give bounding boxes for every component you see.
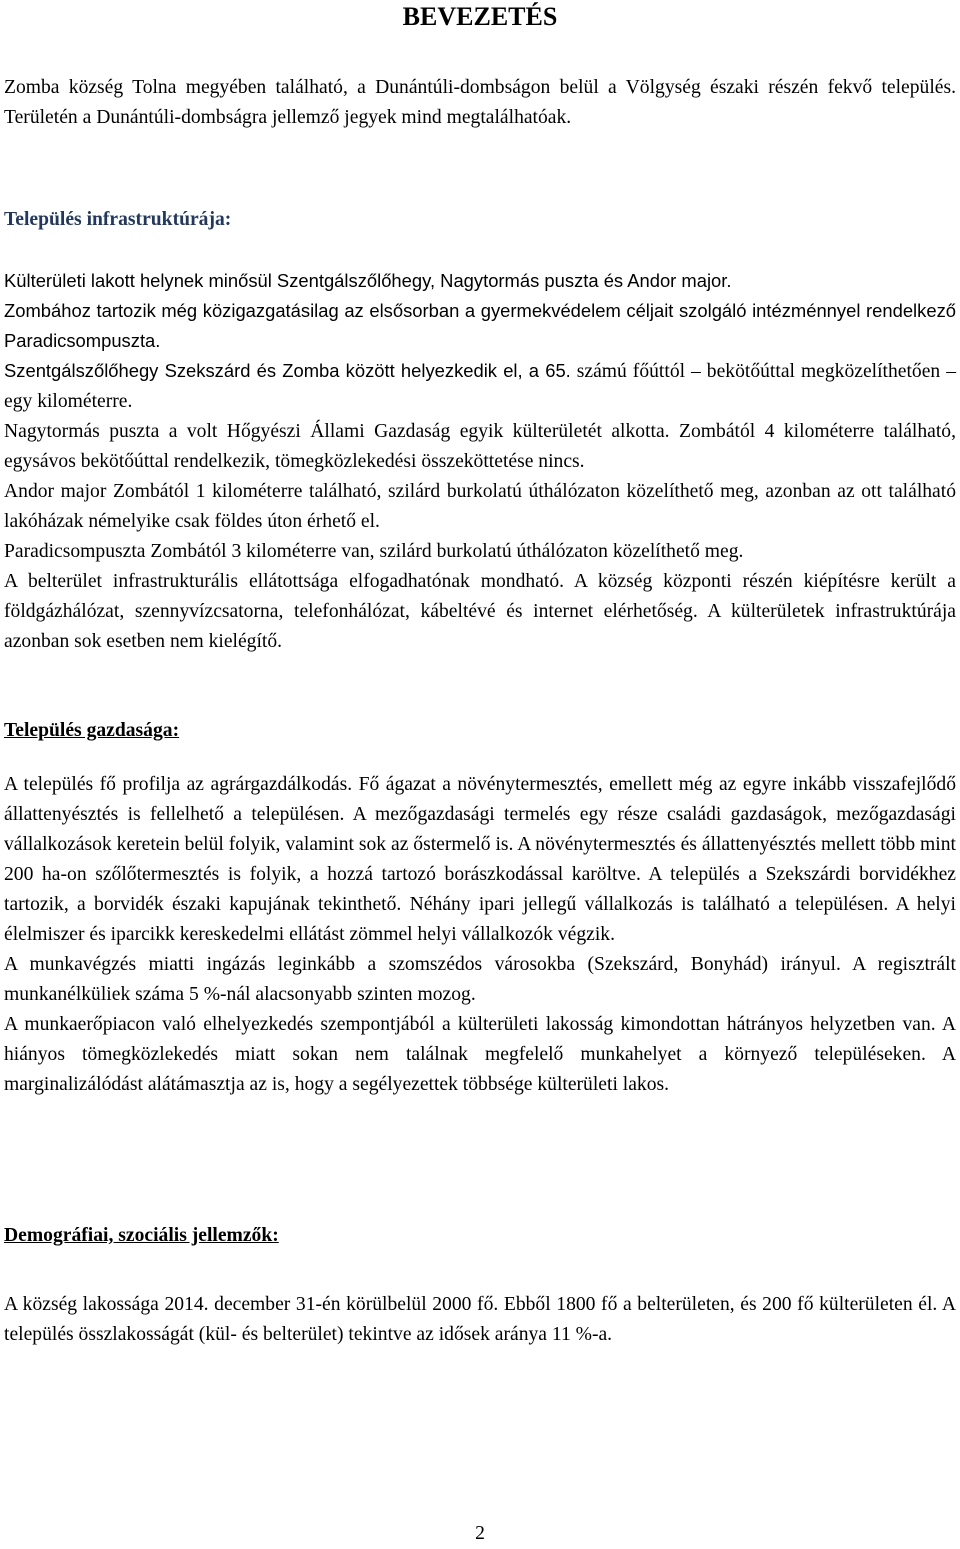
page-title: BEVEZETÉS — [402, 2, 558, 31]
infra-paragraph-6: Paradicsompuszta Zombától 3 kilométerre van, szilárd burkolatú úthálózaton közelíthető meg. — [4, 541, 744, 562]
demography-section — [4, 1290, 956, 1350]
intro-text: Zomba község Tolna megyében található, a Dunántúli-dombságon belül a Völgység északi részén fekvő település. Területén a Dunántúli-dombságra jellemző jegyek mind megtalálhatóak. — [4, 77, 956, 128]
page-number: 2 — [475, 1523, 485, 1544]
infra-paragraph-3 — [4, 356, 956, 417]
intro-paragraph — [4, 73, 956, 133]
demography-heading: Demográfiai, szociális jellemzők: — [4, 1225, 279, 1246]
economy-heading: Település gazdasága: — [4, 720, 180, 741]
infra-paragraph-3-start: Szentgálszőlőhegy Szekszárd és Zomba között helyezkedik el, a 65. — [4, 360, 571, 381]
infra-paragraph-4: Nagytormás puszta a volt Hőgyészi Állami Gazdaság egyik külterületét alkotta. Zombától 4 kilométerre található, egysávos bekötőúttal rendelkezik, tömegközlekedési összeköttetése nincs. — [4, 421, 956, 472]
economy-paragraph-1: A település fő profilja az agrárgazdálkodás. Fő ágazat a növénytermesztés, emellett még az egyre inkább visszafejlődő állattenyésztés is fellelhető a településen. A mezőgazdasági termelés egy része családi gazdaságok, mezőgazdasági vállalkozások keretein belül folyik, valamint sok az őstermelő is. A növénytermesztés és állattenyésztés mellett több mint 200 ha-on szőlőtermesztés is folyik, a hozzá tartozó borászkodással karöltve. A település a Szekszárdi borvidékhez tartozik, a borvidék északi kapujának tekinthető. Néhány ipari jellegű vállalkozás is található a településen. A helyi élelmiszer és iparcikk kereskedelmi ellátást zömmel helyi vállalkozók végzik. — [4, 774, 956, 945]
infra-paragraph-7: A belterület infrastrukturális ellátottsága elfogadhatónak mondható. A község központi részén kiépítésre került a földgázhálózat, szennyvízcsatorna, telefonhálózat, kábeltévé és internet elérhetőség. A külterületek infrastruktúrája azonban sok esetben nem kielégítő. — [4, 571, 956, 652]
economy-paragraph-2: A munkavégzés miatti ingázás leginkább a szomszédos városokba (Szekszárd, Bonyhád) irányul. A regisztrált munkanélküliek száma 5 %-nál alacsonyabb szinten mozog. — [4, 954, 956, 1005]
infrastructure-heading: Település infrastruktúrája: — [4, 209, 232, 230]
infrastructure-section — [4, 266, 956, 657]
infra-paragraph-1: Külterületi lakott helynek minősül Szentgálszőlőhegy, Nagytormás puszta és Andor major. — [4, 270, 732, 291]
infra-paragraph-2: Zombához tartozik még közigazgatásilag az elsősorban a gyermekvédelem céljait szolgáló intézménnyel rendelkező Paradicsompuszta. — [4, 300, 956, 351]
economy-paragraph-3: A munkaerőpiacon való elhelyezkedés szempontjából a külterületi lakosság kimondottan hátrányos helyzetben van. A hiányos tömegközlekedés miatt sokan nem találnak megfelelő munkahelyet a környező településeken. A marginalizálódást alátámasztja az is, hogy a segélyezettek többsége külterületi lakos. — [4, 1014, 956, 1095]
economy-section — [4, 770, 956, 1100]
infra-paragraph-3-end: számú főúttól – bekötőúttal megközelíthetően – egy kilométerre. — [4, 361, 956, 412]
infra-paragraph-5: Andor major Zombától 1 kilométerre található, szilárd burkolatú úthálózaton közelíthető meg, azonban az ott található lakóházak némelyike csak földes úton érhető el. — [4, 481, 956, 532]
demography-paragraph-1: A község lakossága 2014. december 31-én körülbelül 2000 fő. Ebből 1800 fő a belterületen, és 200 fő külterületen él. A település összlakosságát (kül- és belterület) tekintve az idősek aránya 11 %-a. — [4, 1294, 956, 1345]
